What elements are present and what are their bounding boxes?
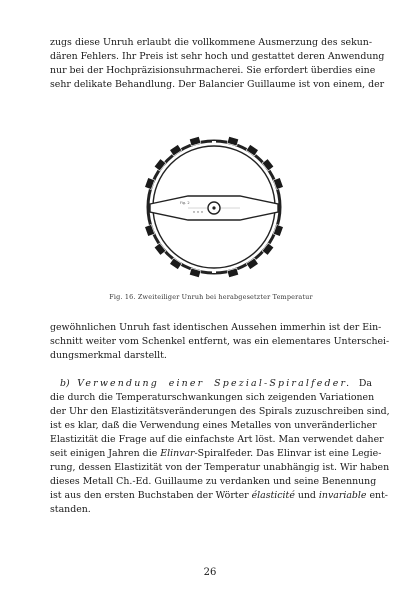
text-line: rung, dessen Elastizität von der Temperatur unabhängig ist. Wir haben xyxy=(50,462,390,473)
text-line: sehr delikate Behandlung. Der Balancier Guillaume ist von einem, der xyxy=(50,79,385,90)
text-run: seit einigen Jahren die xyxy=(50,448,158,459)
text-line: Elastizität die Frage auf die einfachste Art löst. Man verwendet daher xyxy=(50,434,384,445)
text-line: schnitt weiter vom Schenkel entfernt, was ein elementares Unterschei- xyxy=(50,336,390,347)
text-line: gewöhnlichen Unruh fast identischen Aussehen immerhin ist der Ein- xyxy=(50,322,382,333)
section-marker: b) xyxy=(60,378,70,389)
text-line xyxy=(50,447,382,460)
text-run: -Spiralfeder. Das Elinvar ist eine Legie- xyxy=(194,448,382,459)
text-line: dungsmerkmal darstellt. xyxy=(50,350,167,361)
text-line: nur bei der Hochpräzisionsuhrmacherei. Sie erfordert überdies eine xyxy=(50,65,376,76)
text-line: ist es klar, daß die Verwendung eines Metalles von unveränderlicher xyxy=(50,420,377,431)
balance-wheel-illustration xyxy=(128,124,303,289)
figure-arm-label: Fig. 2 xyxy=(180,201,190,205)
text-line: die durch die Temperaturschwankungen sich zeigenden Variationen xyxy=(50,392,375,403)
text-line: standen. xyxy=(50,504,91,515)
section-heading-line xyxy=(60,377,372,390)
invariable-term: invariable xyxy=(318,490,367,501)
text-line: dieses Metall Ch.-Ed. Guillaume zu verdanken und seine Benennung xyxy=(50,476,377,487)
text-run: ist aus den ersten Buchstaben der Wörter xyxy=(50,490,249,501)
text-line: der Uhr den Elastizitätsveränderungen des Spirals zuzuschreiben sind, xyxy=(50,406,390,417)
section-heading-tail: Da xyxy=(358,378,372,389)
text-line: dären Fehlers. Ihr Preis ist sehr hoch und gestattet deren Anwendung xyxy=(50,51,385,62)
figure-caption: Fig. 16. Zweiteiliger Unruh bei herabgesetzter Temperatur xyxy=(109,293,313,301)
page-number: 26 xyxy=(203,567,217,578)
text-line: zugs diese Unruh erlaubt die vollkommene Ausmerzung des sekun- xyxy=(50,37,372,48)
text-line xyxy=(50,489,388,502)
elasticite-term: élasticité xyxy=(251,490,295,501)
text-run: und xyxy=(297,490,316,501)
elinvar-term: Elinvar xyxy=(160,448,195,459)
text-run: ent- xyxy=(369,490,388,501)
section-heading: Verwendung einer Spezial-Spiralfeder. xyxy=(77,378,352,389)
